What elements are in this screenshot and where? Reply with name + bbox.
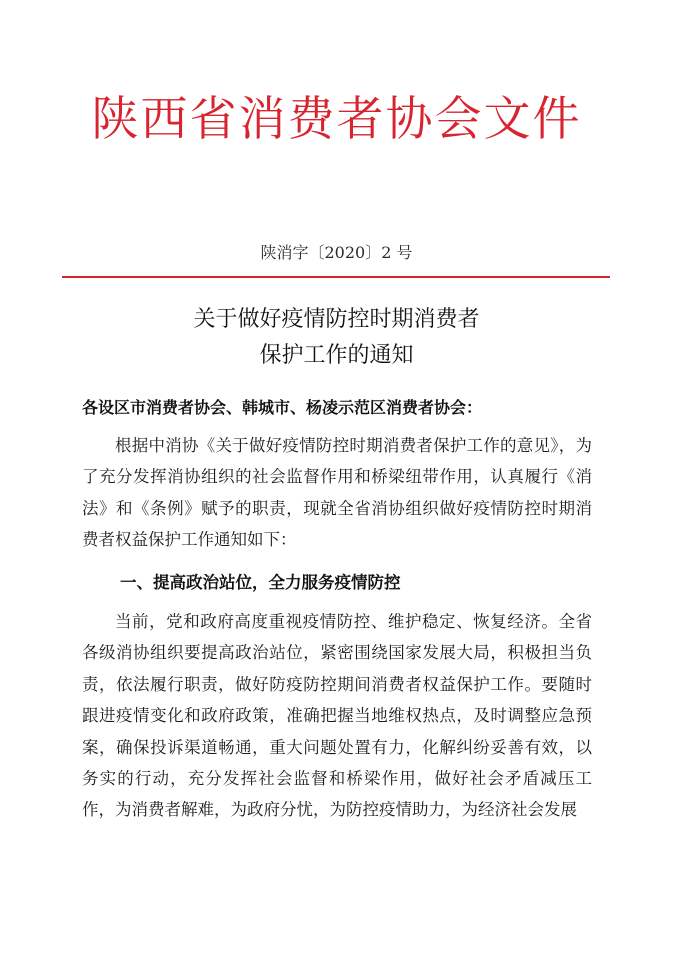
org-header-title: 陕西省消费者协会文件 bbox=[91, 92, 582, 147]
red-divider-line bbox=[62, 276, 610, 278]
intro-paragraph: 根据中消协《关于做好疫情防控时期消费者保护工作的意见》，为了充分发挥消协组织的社会监督作用和桥梁纽带作用，认真履行《消法》和《条例》赋予的职责，现就全省消协组织做好疫情防控时期消费者权益保护工作通知如下： bbox=[82, 436, 592, 550]
section-heading-1: 一、提高政治站位，全力服务疫情防控 bbox=[120, 573, 401, 592]
recipient-line: 各设区市消费者协会、韩城市、杨凌示范区消费者协会： bbox=[82, 398, 483, 417]
section-1-paragraph: 当前，党和政府高度重视疫情防控、维护稳定、恢复经济。全省各级消协组织要提高政治站位，紧密围绕国家发展大局，积极担当负责，依法履行职责，做好防疫防控期间消费者权益保护工作。要随时跟进疫情变化和政府政策，准确把握当地维权热点，及时调整应急预案，确保投诉渠道畅通，重大问题处置有力，化解纠纷妥善有效，以务实的行动，充分发挥社会监督和桥梁作用，做好社会矛盾减压工作，为消费者解难，为政府分忧，为防控疫情助力，为经济社会发展 bbox=[82, 612, 592, 820]
notice-title-line-1: 关于做好疫情防控时期消费者 bbox=[193, 307, 480, 332]
notice-title-line-2: 保护工作的通知 bbox=[259, 343, 414, 368]
document-number: 陕消字〔2020〕2 号 bbox=[260, 243, 413, 262]
notice-title bbox=[0, 302, 673, 374]
